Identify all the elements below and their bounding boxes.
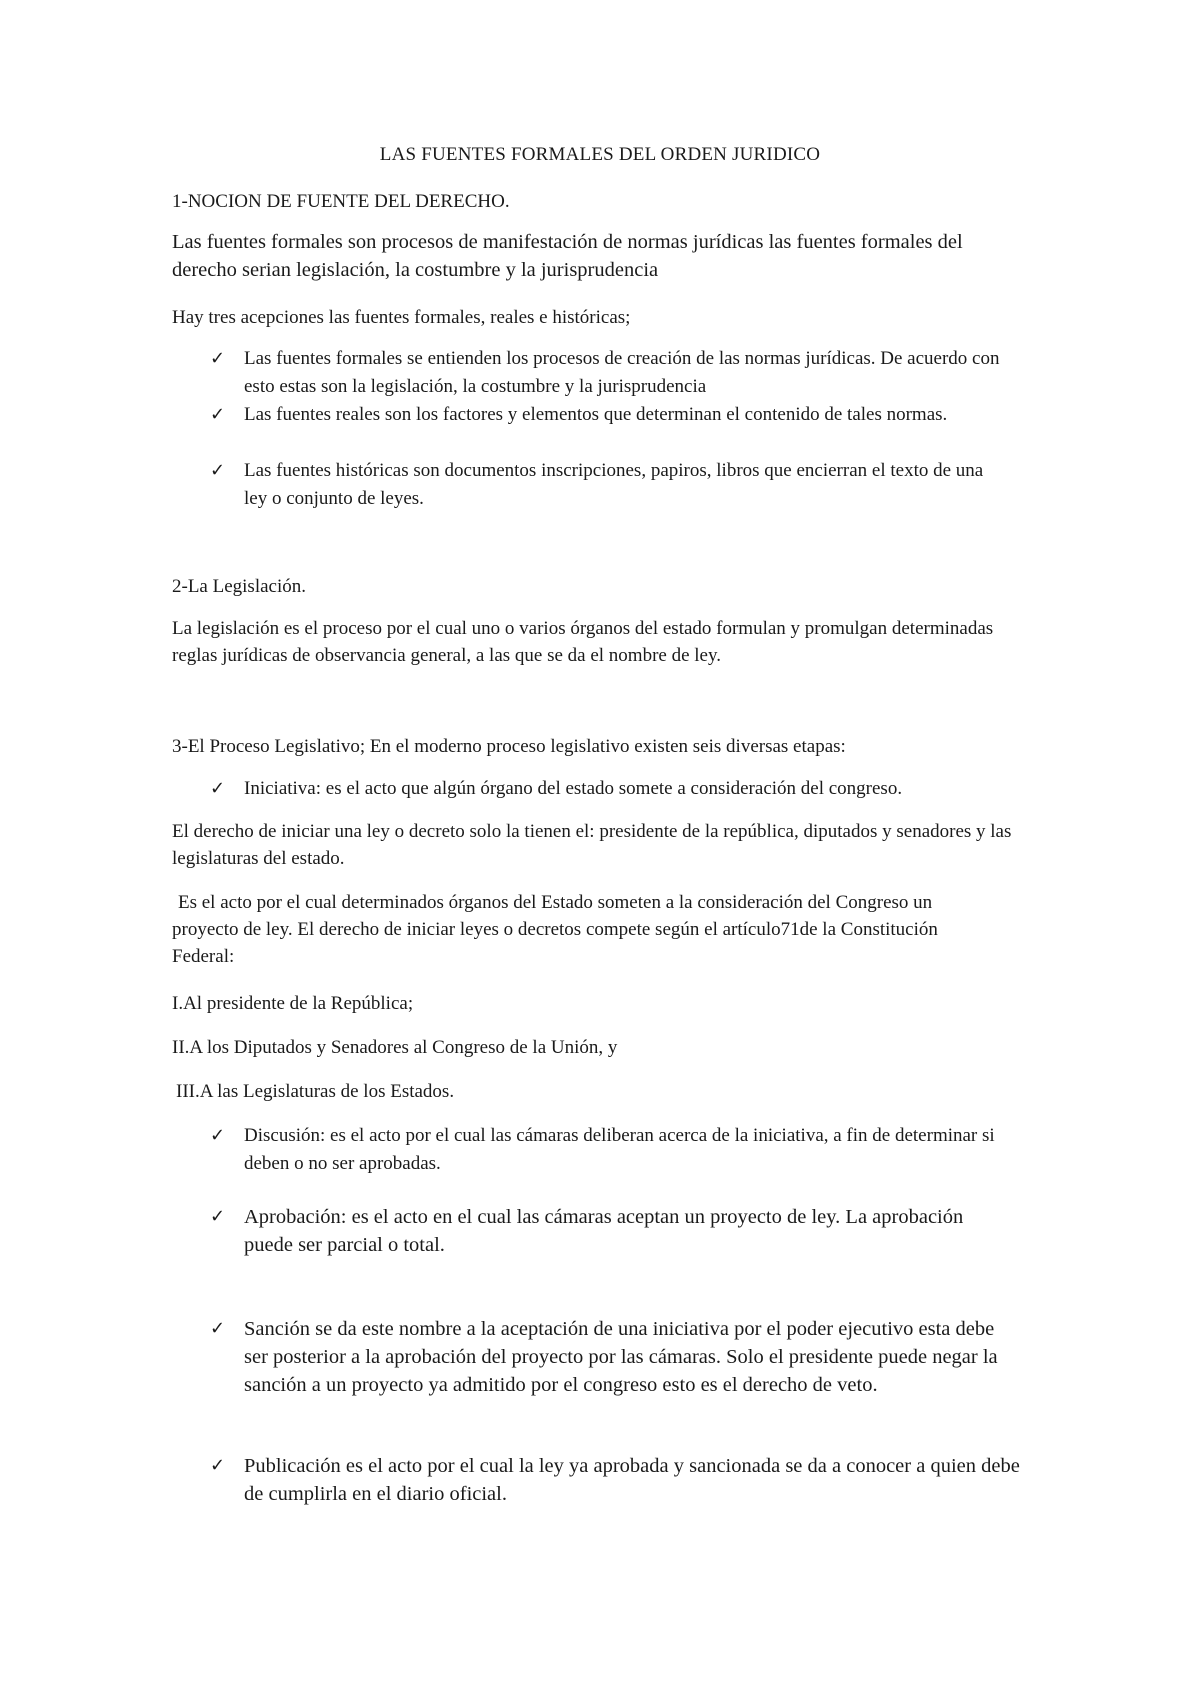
section1-intro: Las fuentes formales son procesos de manifestación de normas jurídicas las fuentes formales del derecho serian legislación, la costumbre y la jurisprudencia (172, 231, 963, 281)
bullet-text: Iniciativa: es el acto que algún órgano del estado somete a consideración del congreso. (244, 778, 903, 799)
section2-heading: 2-La Legislación. (172, 576, 307, 597)
section3-acto: Es el acto por el cual determinados órganos del Estado someten a la consideración del Congreso un proyecto de ley. El derecho de iniciar leyes o decretos compete según el artículo71de la Constitución Federal: (172, 892, 938, 967)
item-diputados: II.A los Diputados y Senadores al Congreso de la Unión, y (172, 1037, 618, 1058)
item-presidente: I.Al presidente de la República; (172, 993, 414, 1014)
section1-acepciones: Hay tres acepciones las fuentes formales, reales e históricas; (172, 307, 631, 328)
item-legislaturas: III.A las Legislaturas de los Estados. (176, 1081, 455, 1102)
check-icon: ✓ (210, 404, 226, 425)
bullet-fuentes-formales (210, 345, 1024, 401)
check-icon: ✓ (210, 460, 226, 481)
check-icon: ✓ (210, 1206, 226, 1227)
bullet-text: Las fuentes formales se entienden los procesos de creación de las normas jurídicas. De acuerdo con esto estas son la legislación, la costumbre y la jurisprudencia (244, 348, 1000, 397)
section2-body: La legislación es el proceso por el cual uno o varios órganos del estado formulan y promulgan determinadas reglas jurídicas de observancia general, a las que se da el nombre de ley. (172, 618, 994, 666)
bullet-text: Aprobación: es el acto en el cual las cámaras aceptan un proyecto de ley. La aprobación puede ser parcial o total. (244, 1206, 964, 1256)
bullet-discusion (210, 1122, 1024, 1178)
check-icon: ✓ (210, 1455, 226, 1476)
check-icon: ✓ (210, 1125, 226, 1146)
bullet-iniciativa (210, 775, 1064, 803)
bullet-text: Discusión: es el acto por el cual las cámaras deliberan acerca de la iniciativa, a fin de determinar si deben o no ser aprobadas. (244, 1125, 995, 1174)
bullet-aprobacion (210, 1203, 994, 1259)
section3-derecho: El derecho de iniciar una ley o decreto solo la tienen el: presidente de la república, diputados y senadores y las legislaturas del estado. (172, 821, 1012, 869)
bullet-fuentes-historicas (210, 457, 1004, 513)
bullet-text: Las fuentes históricas son documentos inscripciones, papiros, libros que encierran el texto de una ley o conjunto de leyes. (244, 460, 984, 509)
bullet-publicacion (210, 1452, 1044, 1508)
check-icon: ✓ (210, 348, 226, 369)
check-icon: ✓ (210, 1318, 226, 1339)
document-title: LAS FUENTES FORMALES DEL ORDEN JURIDICO (379, 144, 821, 165)
bullet-text: Publicación es el acto por el cual la ley ya aprobada y sancionada se da a conocer a quien debe de cumplirla en el diario oficial. (244, 1455, 1020, 1505)
bullet-fuentes-reales (210, 401, 1014, 429)
section1-heading: 1-NOCION DE FUENTE DEL DERECHO. (172, 191, 510, 212)
check-icon: ✓ (210, 778, 226, 799)
bullet-sancion (210, 1315, 1004, 1399)
bullet-text: Sanción se da este nombre a la aceptación de una iniciativa por el poder ejecutivo esta debe ser posterior a la aprobación del proyecto por las cámaras. Solo el presidente puede negar la sanción a un proyecto ya admitido por el congreso esto es el derecho de veto. (244, 1318, 998, 1396)
section3-heading: 3-El Proceso Legislativo; En el moderno proceso legislativo existen seis diversas etapas: (172, 736, 846, 757)
bullet-text: Las fuentes reales son los factores y elementos que determinan el contenido de tales normas. (244, 404, 948, 425)
